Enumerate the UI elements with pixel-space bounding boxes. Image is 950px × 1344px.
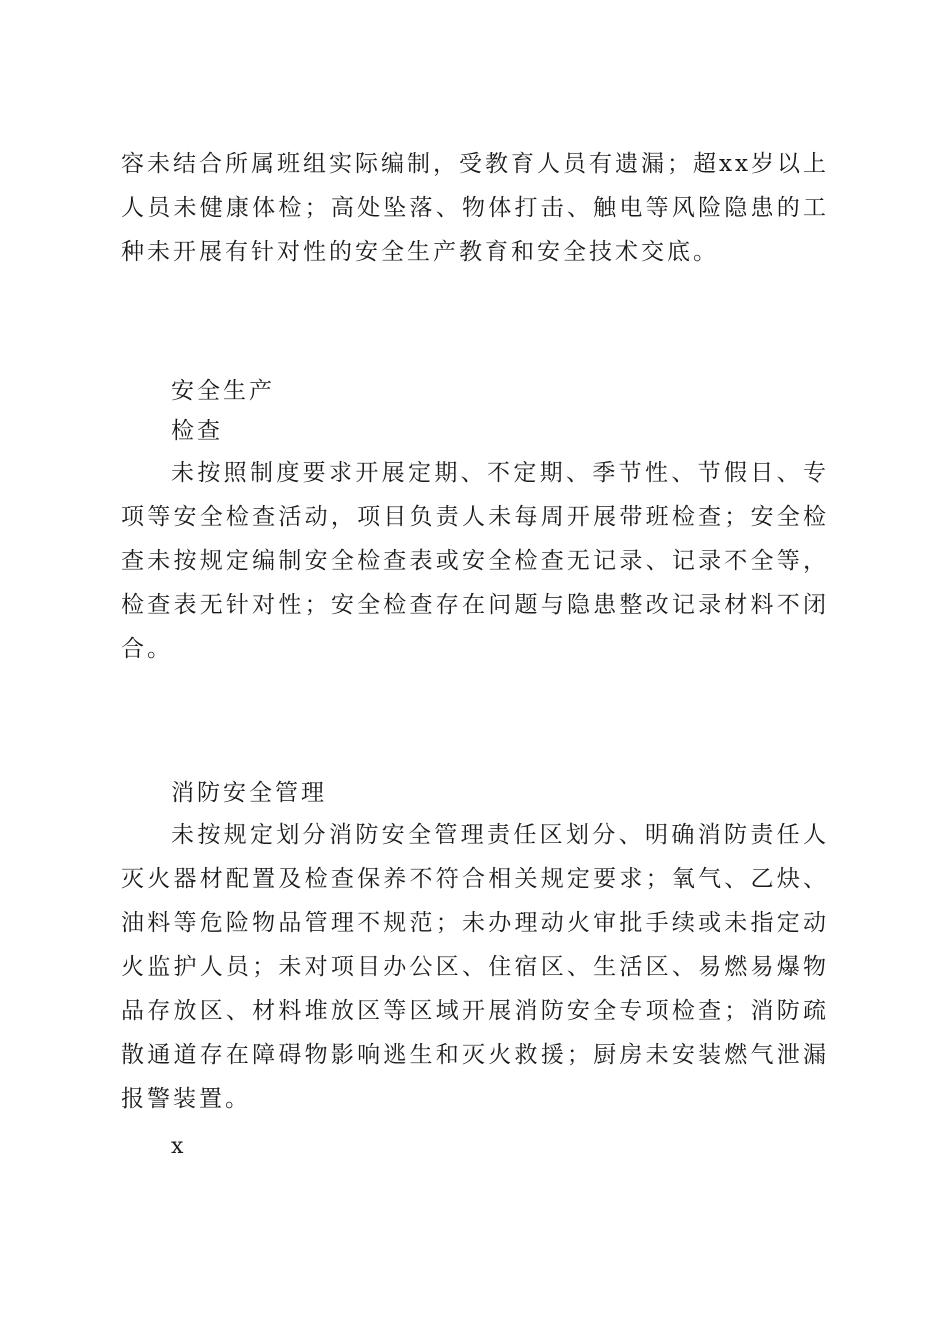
trailing-marker: x — [171, 1134, 184, 1159]
inspection-section-title-line1: 安全生产 — [171, 378, 275, 404]
document-body — [121, 142, 829, 1169]
fire-safety-section-title: 消防安全管理 — [171, 780, 327, 806]
fire-safety-section-paragraph: 未按规定划分消防安全管理责任区划分、明确消防责任人灭火器材配置及检查保养不符合相关规定要求；氧气、乙炔、油料等危险物品管理不规范；未办理动火审批手续或未指定动火监护人员；未对项目办公区、住宿区、生活区、易燃易爆物品存放区、材料堆放区等区域开展消防安全专项检查；消防疏散通道存在障碍物影响逃生和灭火救援；厨房未安装燃气泄漏报警装置。 — [121, 822, 829, 1112]
spacer — [121, 671, 829, 773]
spacer — [121, 274, 829, 371]
inspection-section-title-line2: 检查 — [171, 418, 223, 444]
intro-continuation-paragraph: 容未结合所属班组实际编制，受教育人员有遗漏；超xx岁以上人员未健康体检；高处坠落、物体打击、触电等风险隐患的工种未开展有针对性的安全生产教育和安全技术交底。 — [121, 151, 829, 265]
inspection-section-paragraph: 未按照制度要求开展定期、不定期、季节性、节假日、专项等安全检查活动，项目负责人未每周开展带班检查；安全检查未按规定编制安全检查表或安全检查无记录、记录不全等，检查表无针对性；安全检查存在问题与隐患整改记录材料不闭合。 — [121, 460, 829, 662]
